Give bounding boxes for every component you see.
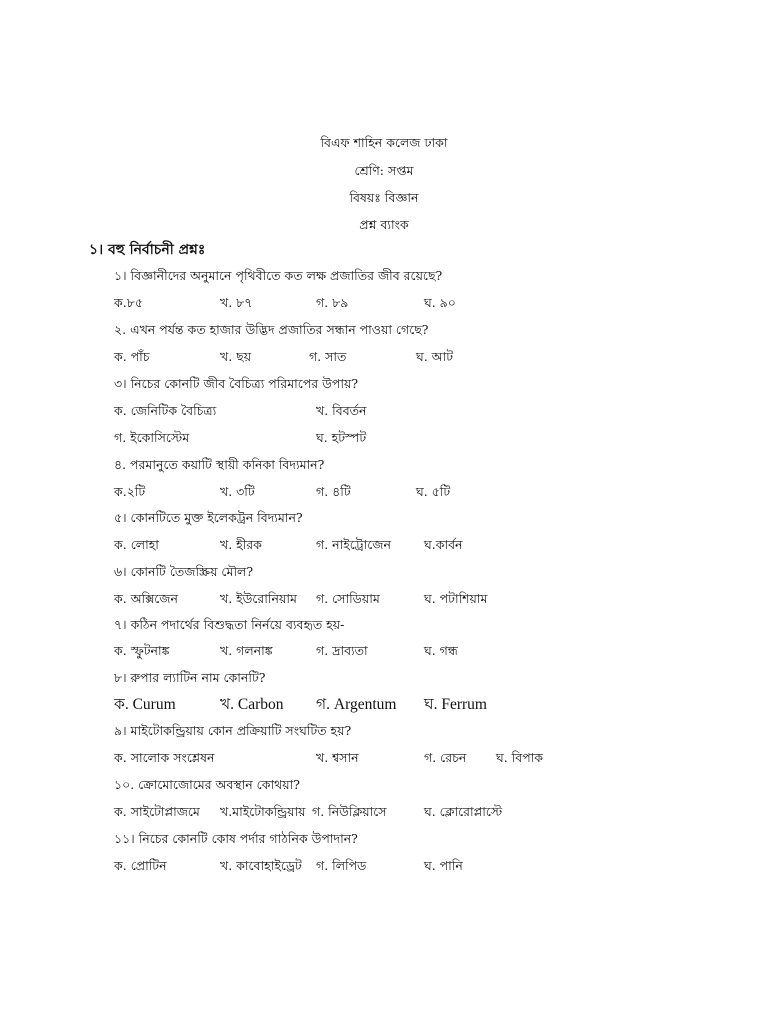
- q1-option-ga: গ. ৮৯: [316, 295, 349, 310]
- school-name: বিএফ শাহিন কলেজ ঢাকা: [320, 135, 448, 150]
- subject-line: বিষয়ঃ বিজ্ঞান: [349, 190, 419, 205]
- q7-option-ga: গ. দ্রাব্যতা: [316, 643, 368, 658]
- q10-option-ka: ক. সাইটোপ্লাজমে: [114, 804, 200, 819]
- q2-option-ka: ক. পাঁচ: [114, 349, 150, 364]
- q8-option-gha: ঘ. Ferrum: [424, 696, 487, 713]
- q5-option-ga: গ. নাইট্রোজেন: [316, 537, 391, 552]
- question-4: ৪. পরমানুতে কয়াটি স্থায়ী কনিকা বিদ্যমান?: [114, 457, 325, 472]
- q9-option-gha: ঘ. বিপাক: [496, 750, 544, 765]
- q6-option-ga: গ. সোডিয়াম: [316, 591, 380, 606]
- q10-option-ga: গ. নিউক্লিয়াসে: [312, 804, 387, 819]
- q3-option-gha: ঘ. হটস্পট: [316, 430, 367, 445]
- q7-option-gha: ঘ. গন্ধ: [424, 643, 458, 658]
- question-7: ৭। কঠিন পদার্থের বিশুদ্ধতা নির্নয়ে ব্যবহৃত হয়-: [114, 617, 345, 632]
- question-2: ২. এখন পর্যন্ত কত হাজার উদ্ভিদ প্রজাতির সন্ধান পাওয়া গেছে?: [114, 322, 429, 337]
- q11-option-gha: ঘ. পানি: [424, 858, 463, 873]
- q2-option-ga: গ. সাত: [309, 349, 347, 364]
- q10-option-kha: খ.মাইটোকন্ড্রিয়ায়: [220, 804, 306, 819]
- question-1: ১। বিজ্ঞানীদের অনুমানে পৃথিবীতে কত লক্ষ প্রজাতির জীব রয়েছে?: [114, 268, 443, 283]
- q10-option-gha: ঘ. ক্লোরোপ্লাস্টে: [424, 804, 503, 819]
- question-10: ১০. ক্রোমোজোমের অবস্থান কোথয়া?: [114, 777, 300, 792]
- q8-option-kha: খ. Carbon: [220, 696, 284, 713]
- q1-option-kha: খ. ৮৭: [220, 295, 253, 310]
- question-5: ৫। কোনটিতে মুক্ত ইলেকট্রন বিদ্যমান?: [114, 510, 303, 525]
- q5-option-ka: ক. লোহা: [114, 537, 159, 552]
- q5-option-kha: খ. হীরক: [220, 537, 262, 552]
- q8-option-ka: ক. Curum: [114, 696, 176, 713]
- question-8: ৮। রুপার ল্যাটিন নাম কোনটি?: [114, 670, 266, 685]
- q1-option-ka: ক.৮৫: [114, 295, 143, 310]
- q5-option-gha: ঘ.কার্বন: [424, 537, 463, 552]
- q3-option-ka: ক. জেনিটিক বৈচিত্র্য: [114, 403, 217, 418]
- q3-option-kha: খ. বিবর্তন: [316, 403, 367, 418]
- question-6: ৬। কোনটি তৈজস্ক্রিয় মৌল?: [114, 564, 254, 579]
- q2-option-kha: খ. ছয়: [220, 349, 252, 364]
- section-title: ১। বহু নির্বাচনী প্রশ্নঃ: [89, 242, 206, 258]
- q6-option-gha: ঘ. পটাশিয়াম: [424, 591, 488, 606]
- q3-option-ga: গ. ইকোসিস্টেম: [114, 430, 190, 445]
- q9-option-kha: খ. শ্বসান: [316, 750, 359, 765]
- q4-option-ka: ক.২টি: [114, 484, 146, 499]
- q7-option-ka: ক. স্ফুটনাঙ্ক: [114, 643, 170, 658]
- question-11: ১১। নিচের কোনটি কোষ পর্দার গাঠনিক উপাদান?: [114, 831, 358, 846]
- q2-option-gha: ঘ. আট: [416, 349, 454, 364]
- q11-option-ka: ক. প্রোটিন: [114, 858, 167, 873]
- q8-option-ga: গ. Argentum: [316, 696, 397, 713]
- q6-option-ka: ক. অক্সিজেন: [114, 591, 178, 606]
- question-9: ৯। মাইটোকন্ড্রিয়ায় কোন প্রক্রিয়াটি সংঘটিত হয়?: [114, 723, 352, 738]
- question-3: ৩। নিচের কোনটি জীব বৈচিত্র্য পরিমাপের উপায়?: [114, 376, 359, 391]
- class-line: শ্রেণি: সপ্তম: [354, 163, 414, 178]
- q9-option-ka: ক. সালোক সংশ্লেষন: [114, 750, 215, 765]
- q4-option-gha: ঘ. ৫টি: [416, 484, 451, 499]
- q4-option-ga: গ. ৪টি: [316, 484, 351, 499]
- q9-option-ga: গ. রেচন: [424, 750, 467, 765]
- q7-option-kha: খ. গলনাঙ্ক: [220, 643, 273, 658]
- q6-option-kha: খ. ইউরোনিয়াম: [220, 591, 297, 606]
- q11-option-kha: খ. কাবোহাইড্রেট: [220, 858, 302, 873]
- doc-type-line: প্রশ্ন ব্যাংক: [359, 217, 409, 232]
- q1-option-gha: ঘ. ৯০: [424, 295, 456, 310]
- q11-option-ga: গ. লিপিড: [316, 858, 367, 873]
- q4-option-kha: খ. ৩টি: [220, 484, 255, 499]
